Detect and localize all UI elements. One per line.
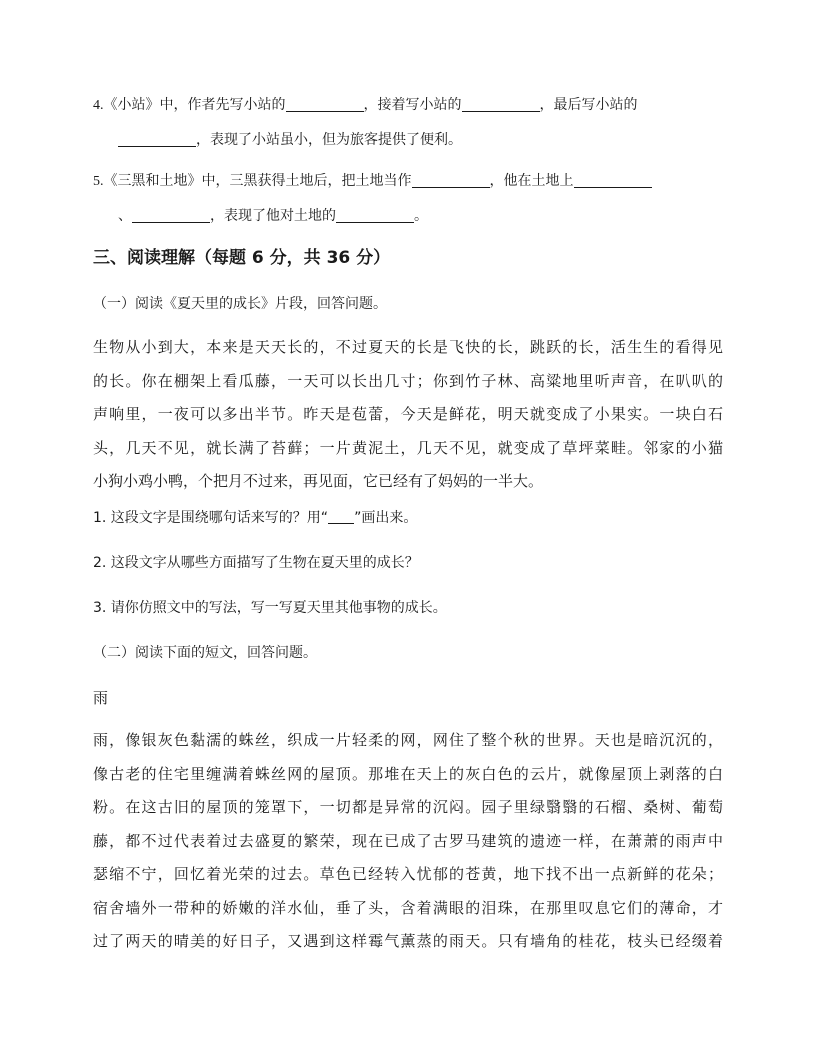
passage-line: 瑟缩不宁，回忆着光荣的过去。草色已经转入忧郁的苍黄，地下找不出一点新鲜的花朵； (93, 865, 723, 883)
question-text: ”画出来。 (354, 510, 418, 526)
question-1 (93, 503, 417, 533)
question-number: 4. (93, 98, 104, 113)
passage-line: 小狗小鸡小鸭，个把月不过来，再见面，它已经有了妈妈的一半大。 (93, 472, 544, 490)
part-2-passage (93, 724, 723, 959)
section-title: 三、阅读理解（每题 6 分，共 36 分） (93, 248, 391, 268)
question-5 (93, 164, 723, 233)
question-text: ，最后写小站的 (539, 97, 638, 113)
question-text: 《小站》中，作者先写小站的 (103, 97, 286, 113)
passage-line: 过了两天的晴美的好日子，又遇到这样霉气薰蒸的雨天。只有墙角的桂花，枝头已经缀着 (93, 932, 723, 950)
passage-line: 粉。在这古旧的屋顶的笼罩下，一切都是异常的沉闷。园子里绿翳翳的石榴、桑树、葡萄 (93, 798, 723, 816)
passage-line: 的长。你在棚架上看瓜藤，一天可以长出几寸；你到竹子林、高粱地里听声音，在叭叭的 (93, 371, 723, 390)
question-4-line-1 (93, 88, 723, 123)
answer-blank[interactable] (336, 206, 414, 223)
part-1-passage (93, 331, 723, 499)
answer-blank[interactable] (118, 130, 196, 147)
underline-marker (328, 509, 354, 524)
question-text: ，表现了他对土地的 (210, 208, 336, 224)
question-5-line-2 (93, 199, 723, 233)
part-2-heading: （二）阅读下面的短文，回答问题。 (93, 645, 317, 661)
answer-blank[interactable] (462, 95, 540, 112)
passage-line: 像古老的住宅里缠满着蛛丝网的屋顶。那堆在天上的灰白色的云片，就像屋顶上剥落的白 (93, 764, 723, 783)
answer-blank[interactable] (286, 95, 364, 112)
passage-line: 声响里，一夜可以多出半节。昨天是苞蕾，今天是鲜花，明天就变成了小果实。一块白石 (93, 405, 723, 423)
question-3: 3. 请你仿照文中的写法，写一写夏天里其他事物的成长。 (93, 600, 447, 616)
question-5-line-1 (93, 164, 723, 199)
question-number: 5. (93, 174, 104, 189)
question-text: 、 (118, 208, 132, 224)
question-4-line-2 (93, 123, 723, 157)
answer-blank[interactable] (132, 206, 210, 223)
answer-blank[interactable] (574, 171, 652, 188)
answer-blank[interactable] (412, 171, 490, 188)
passage-line: 雨，像银灰色黏濡的蛛丝，织成一片轻柔的网，网住了整个秋的世界。天也是暗沉沉的， (93, 731, 723, 749)
part-1-heading: （一）阅读《夏天里的成长》片段，回答问题。 (93, 296, 387, 312)
passage-title: 雨 (93, 689, 109, 707)
question-text: 1. 这段文字是围绕哪句话来写的？用“ (93, 510, 329, 526)
question-2: 2. 这段文字从哪些方面描写了生物在夏天里的成长？ (93, 555, 419, 571)
question-4 (93, 88, 723, 157)
passage-line: 生物从小到大，本来是天天长的，不过夏天的长是飞快的长，跳跃的长，活生生的看得见 (93, 338, 723, 356)
question-text: 《三黑和土地》中，三黑获得土地后，把土地当作 (103, 173, 412, 189)
question-text: ，接着写小站的 (363, 97, 462, 113)
question-text: ，他在土地上 (489, 173, 574, 189)
passage-line: 头，几天不见，就长满了苔藓；一片黄泥土，几天不见，就变成了草坪菜畦。邻家的小猫 (93, 438, 723, 457)
question-text: 。 (414, 208, 428, 224)
passage-line: 宿舍墙外一带种的娇嫩的洋水仙，垂了头，含着满眼的泪珠，在那里叹息它们的薄命，才 (93, 898, 723, 917)
passage-line: 藤，都不过代表着过去盛夏的繁荣，现在已成了古罗马建筑的遗迹一样，在萧萧的雨声中 (93, 831, 723, 850)
question-text: ，表现了小站虽小，但为旅客提供了便利。 (196, 132, 462, 148)
